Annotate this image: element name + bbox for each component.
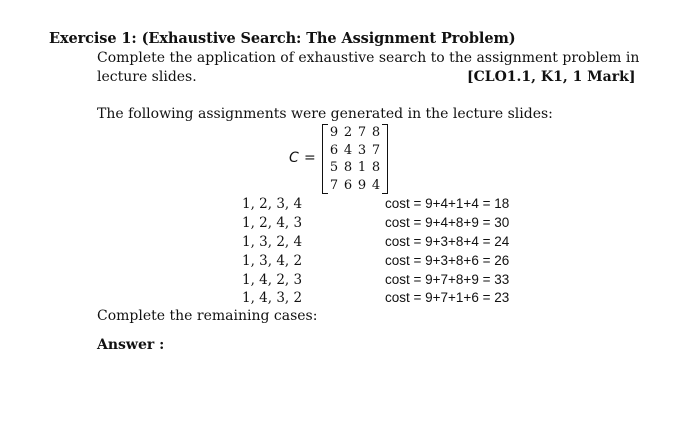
cost-matrix [322,124,388,194]
matrix-right-bracket [382,124,388,194]
assignment-cost: cost = 9+4+1+4 = 18 [385,196,510,211]
assignment-cost: cost = 9+3+8+4 = 24 [385,234,510,249]
exercise-description-line-2: lecture slides. [97,69,197,85]
matrix-cell: 8 [371,160,381,175]
matrix-cell: 4 [343,142,353,158]
matrix-variable: C [289,150,299,166]
complete-remaining-prompt: Complete the remaining cases: [97,308,318,324]
matrix-cell: 8 [371,125,381,140]
assignment-permutation: 1, 4, 3, 2 [242,290,303,306]
matrix-cell: 9 [329,125,339,140]
matrix-cell: 3 [357,142,367,158]
matrix-equals-sign: = [304,150,316,166]
matrix-row [327,177,383,195]
matrix-cell: 6 [343,177,353,193]
matrix-row [327,159,383,177]
assignment-permutation: 1, 3, 2, 4 [242,234,303,250]
matrix-rows [327,124,383,194]
assignment-permutation: 1, 3, 4, 2 [242,253,303,269]
matrix-row [327,124,383,142]
assignment-permutation: 1, 4, 2, 3 [242,272,303,288]
matrix-cell: 7 [329,177,339,193]
assignment-cost: cost = 9+4+8+9 = 30 [385,215,510,230]
matrix-cell: 2 [343,125,353,140]
assignment-permutation: 1, 2, 4, 3 [242,215,303,231]
assignment-cost: cost = 9+3+8+6 = 26 [385,253,510,268]
assignment-cost: cost = 9+7+8+9 = 33 [385,272,510,287]
matrix-cell: 7 [371,142,381,158]
matrix-cell: 6 [329,142,339,158]
exercise-description-line-1: Complete the application of exhaustive search to the assignment problem in [97,50,640,66]
matrix-cell: 9 [357,177,367,193]
assignment-permutation: 1, 2, 3, 4 [242,196,303,212]
answer-label: Answer : [97,337,165,353]
matrix-cell: 7 [357,125,367,140]
matrix-row [327,142,383,160]
exercise-title: Exercise 1: (Exhaustive Search: The Assignment Problem) [49,30,516,47]
clo-marks-label: [CLO1.1, K1, 1 Mark] [467,69,636,85]
assignment-cost: cost = 9+7+1+6 = 23 [385,290,510,305]
matrix-cell: 4 [371,177,381,193]
matrix-cell: 1 [357,160,367,175]
matrix-cell: 5 [329,160,339,175]
matrix-cell: 8 [343,160,353,175]
intro-text: The following assignments were generated in the lecture slides: [97,106,553,122]
